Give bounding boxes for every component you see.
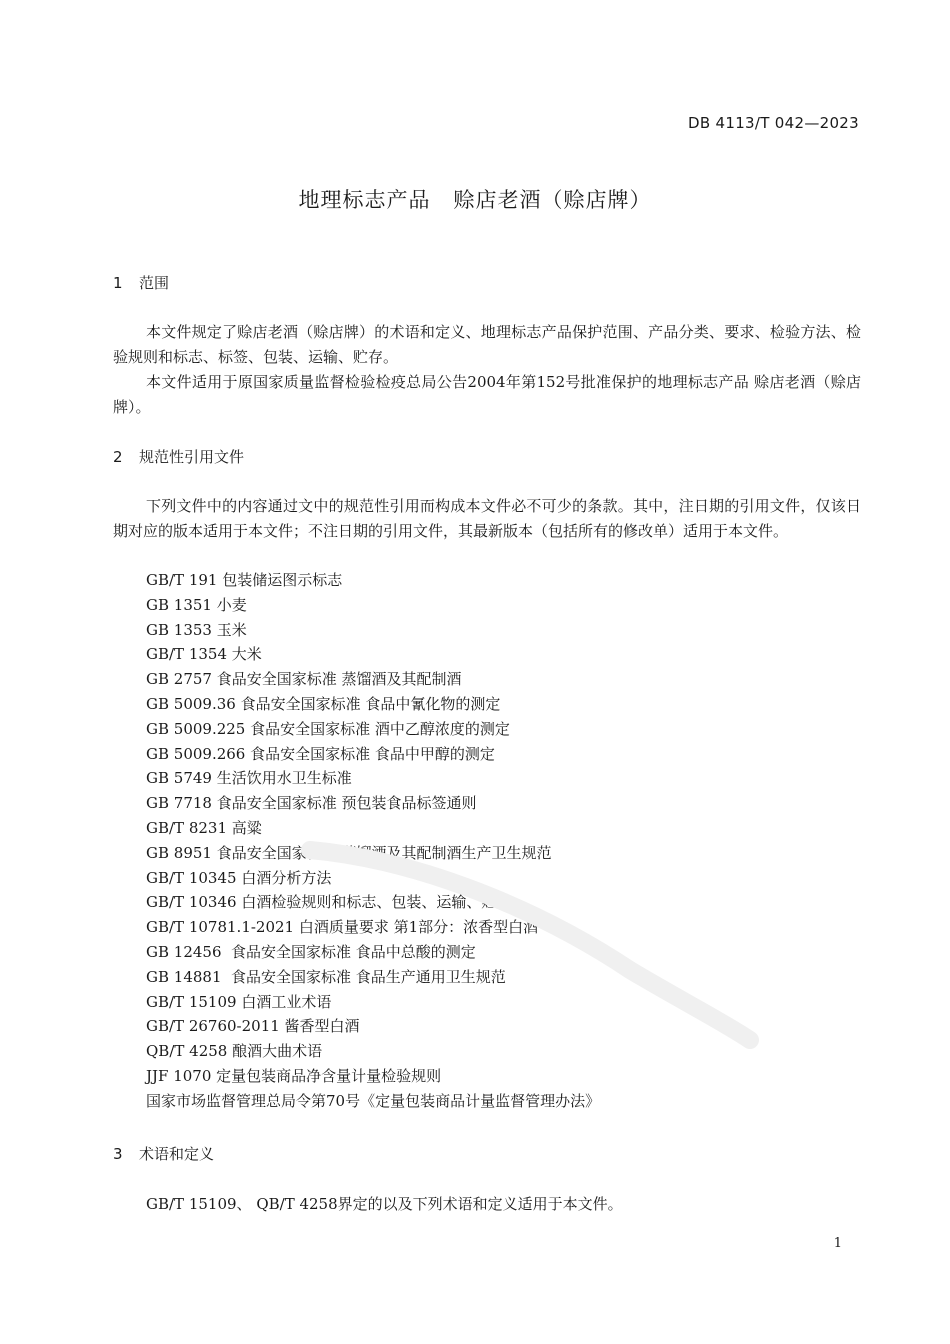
reference-item: GB 2757 食品安全国家标准 蒸馏酒及其配制酒 [146,670,462,689]
section-3-heading [113,1143,214,1164]
reference-item: QB/T 4258 酿酒大曲术语 [146,1042,323,1061]
reference-item: GB 1353 玉米 [146,620,247,639]
reference-item: JJF 1070 定量包装商品净含量计量检验规则 [146,1066,442,1085]
section-number: 3 [113,1145,123,1163]
section-number: 2 [113,448,123,466]
reference-item: GB/T 10345 白酒分析方法 [146,868,332,887]
reference-item: GB 5009.36 食品安全国家标准 食品中氰化物的测定 [146,694,501,713]
reference-item: GB/T 1354 大米 [146,645,262,664]
reference-item: GB/T 15109 白酒工业术语 [146,992,332,1011]
section-1-heading [113,272,169,293]
scope-paragraph-2: 本文件适用于原国家质量监督检验检疫总局公告2004年第152号批准保护的地理标志产品 赊店老酒（赊店牌）。 [113,373,861,416]
reference-item: GB 8951 食品安全国家标准 蒸馏酒及其配制酒生产卫生规范 [146,843,552,862]
reference-item: GB 5009.225 食品安全国家标准 酒中乙醇浓度的测定 [146,719,510,738]
terms-paragraph: GB/T 15109、 QB/T 4258界定的以及下列术语和定义适用于本文件。 [146,1195,623,1213]
reference-item: GB 12456 食品安全国家标准 食品中总酸的测定 [146,942,476,961]
reference-list [146,568,600,1114]
section-number: 1 [113,274,123,292]
reference-item: GB/T 191 包装储运图示标志 [146,571,343,589]
reference-item: GB 14881 食品安全国家标准 食品生产通用卫生规范 [146,967,506,986]
section-2-heading [113,446,244,467]
normative-references-intro: 下列文件中的内容通过文中的规范性引用而构成本文件必不可少的条款。其中，注日期的引用文件，仅该日期对应的版本适用于本文件；不注日期的引用文件，其最新版本（包括所有的修改单）适用于本文件。 [113,497,861,540]
page-number: 1 [833,1236,842,1251]
reference-item: GB/T 10346 白酒检验规则和标志、包装、运输、贮存 [146,893,512,912]
section-title: 范围 [139,274,170,292]
reference-item: GB 1351 小麦 [146,595,247,614]
reference-item: GB 5009.266 食品安全国家标准 食品中甲醇的测定 [146,744,495,763]
reference-item: GB/T 8231 高粱 [146,818,262,837]
reference-item: GB/T 10781.1-2021 白酒质量要求 第1部分：浓香型白酒 [146,918,539,937]
section-title: 规范性引用文件 [139,448,245,466]
reference-item: GB 5749 生活饮用水卫生标准 [146,769,352,788]
reference-item: 国家市场监督管理总局令第70号《定量包装商品计量监督管理办法》 [146,1091,601,1110]
document-code: DB 4113/T 042—2023 [688,114,859,132]
reference-item: GB 7718 食品安全国家标准 预包装食品标签通则 [146,794,477,813]
document-title: 地理标志产品 赊店老酒（赊店牌） [298,188,652,212]
scope-paragraph-1: 本文件规定了赊店老酒（赊店牌）的术语和定义、地理标志产品保护范围、产品分类、要求、检验方法、检验规则和标志、标签、包装、运输、贮存。 [113,323,861,366]
reference-item: GB/T 26760-2011 酱香型白酒 [146,1017,360,1036]
section-title: 术语和定义 [139,1145,215,1163]
